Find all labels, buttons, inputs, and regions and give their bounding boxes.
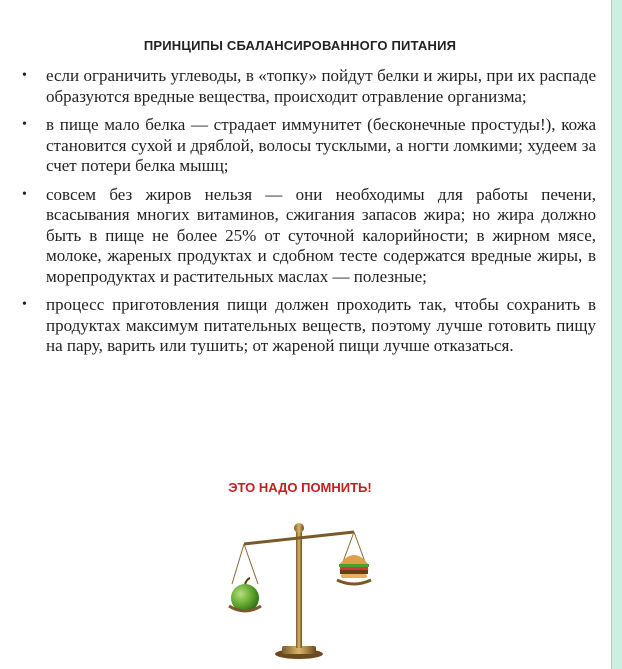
list-item-text: если ограничить углеводы, в «топку» пойдут белки и жиры, при их распаде образуются вредные вещества, происходит отравление организма; [46, 66, 596, 106]
bullet-icon: • [22, 68, 27, 83]
list-item [20, 295, 596, 357]
right-border [612, 0, 622, 669]
list-item-text: совсем без жиров нельзя — они необходимы для работы печени, всасывания многих витаминов, сжигания запасов жира; но жира должно быть в пище не более 25% от суточной калорийности; в жирном мясе, молоке, жареных продуктах и сдобном тесте содержатся вредные жиры, в морепродуктах и растительных маслах — полезные; [46, 184, 596, 286]
list-item [20, 185, 596, 288]
list-item-text: процесс приготовления пищи должен проходить так, чтобы сохранить в продуктах максимум питательных веществ, поэтому лучше готовить пищу на пару, варить или тушить; от жареной пищи лучше отказаться. [46, 295, 596, 355]
bullet-icon: • [22, 186, 27, 202]
list-item-text: в пище мало белка — страдает иммунитет (бесконечные простуды!), кожа становится сухой и дряблой, волосы тусклыми, а ногти ломкими; худеем за счет потери белка мышц; [46, 115, 596, 175]
bullet-icon: • [22, 117, 27, 132]
scales-apple-burger-icon [224, 512, 374, 662]
bullet-icon: • [22, 297, 27, 312]
list-item [20, 66, 596, 107]
list-item [20, 115, 596, 177]
principles-list [20, 66, 596, 365]
page-title: ПРИНЦИПЫ СБАЛАНСИРОВАННОГО ПИТАНИЯ [143, 38, 457, 53]
warning-heading: ЭТО НАДО ПОМНИТЬ! [228, 480, 372, 495]
